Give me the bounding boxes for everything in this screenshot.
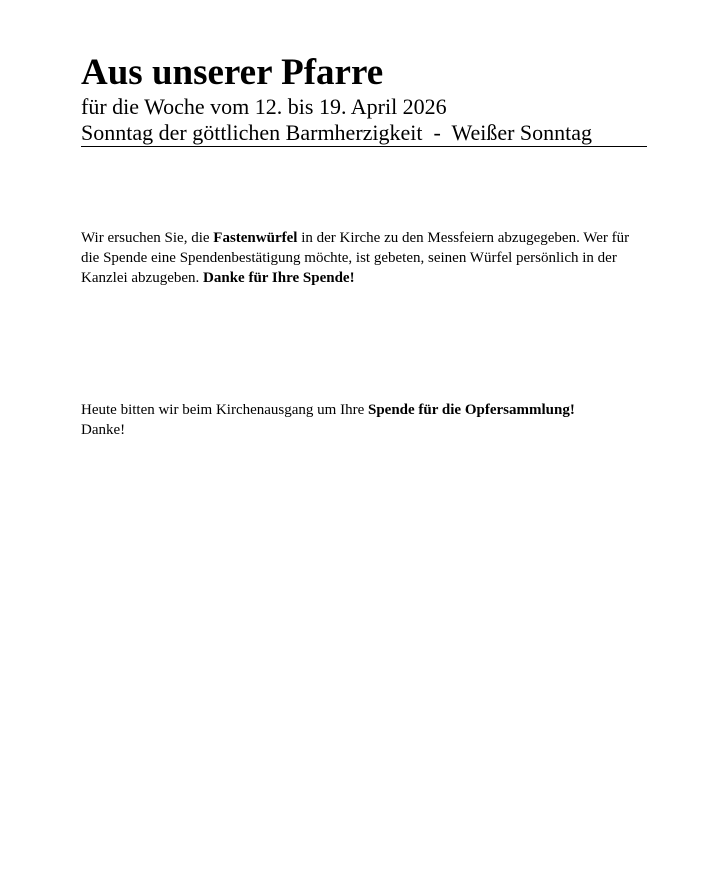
week-range: für die Woche vom 12. bis 19. April 2026 <box>81 94 447 119</box>
page-title: Aus unserer Pfarre <box>81 52 384 93</box>
bulletin-page <box>81 52 647 440</box>
notice-emphasis: Fastenwürfel <box>213 230 298 246</box>
header-divider <box>81 146 647 147</box>
sunday-name: Sonntag der göttlichen Barmherzigkeit - Weißer Sonntag <box>81 120 593 145</box>
notice-text: in der Kirche zu den Messfeiern abzugegeben. Wer für die Spende eine Spendenbestätigung möchte, ist gebeten, seinen Würfel persönlich in der Kanzlei abzugeben. <box>81 230 630 286</box>
fasting-dice-notice <box>81 228 647 288</box>
notice-thanks: Danke für Ihre Spende! <box>203 270 355 286</box>
notice-thanks: Danke! <box>81 422 126 438</box>
collection-notice <box>81 400 647 440</box>
notice-text: Heute bitten wir beim Kirchenausgang um Ihre <box>81 402 368 418</box>
notice-emphasis: Spende für die Opfersammlung! <box>368 402 575 418</box>
notice-text: Wir ersuchen Sie, die <box>81 230 214 246</box>
